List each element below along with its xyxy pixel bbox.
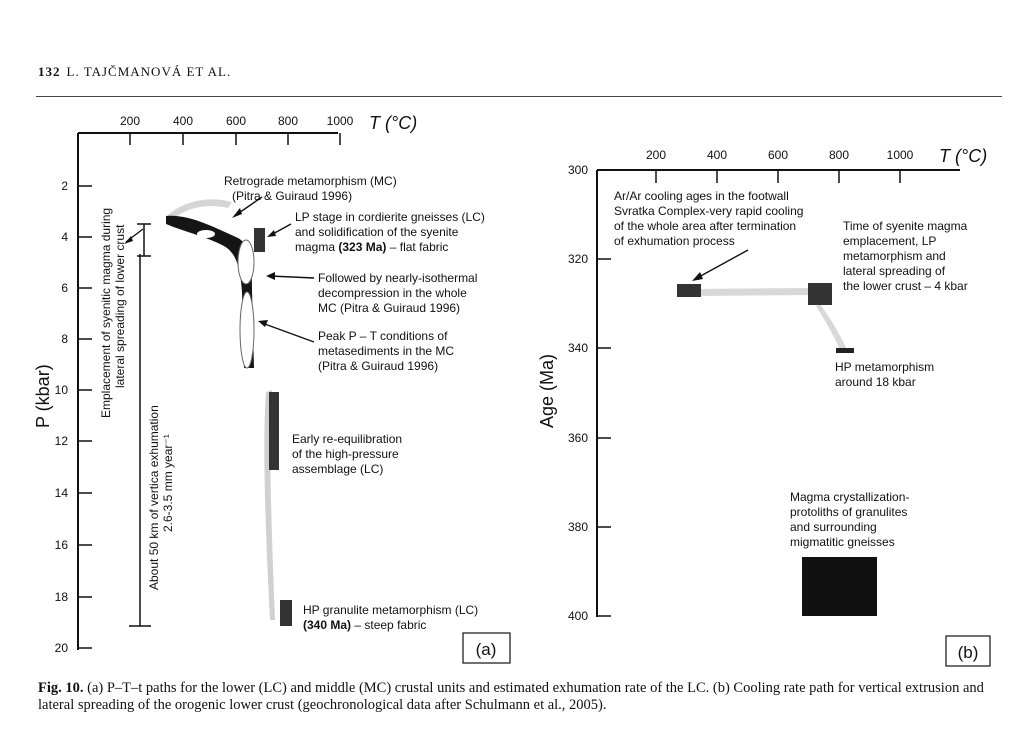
figure-caption: [38, 680, 998, 714]
y-tick-label: 4: [61, 230, 68, 244]
y-tick-label: 380: [567, 520, 588, 534]
retrograde-note: Retrograde metamorphism (MC): [224, 174, 397, 188]
y-tick-label: 300: [567, 163, 588, 177]
panel-b-label: (b): [957, 643, 979, 662]
panel-b: [537, 146, 990, 666]
x-tick-label: 400: [706, 148, 728, 162]
panel-a: [33, 113, 510, 663]
hp-granulite-note: HP granulite metamorphism (LC): [303, 603, 479, 617]
y-tick-label: 12: [54, 434, 68, 448]
syenite-box: [808, 283, 832, 305]
syenite-note-3: metamorphism and: [843, 249, 946, 263]
syenite-note-5: the lower crust – 4 kbar: [843, 279, 968, 293]
hp-granulite-note-2: (340 Ma) – steep fabric: [303, 618, 427, 632]
arar-note: Ar/Ar cooling ages in the footwall: [614, 189, 789, 203]
y-tick-label: 360: [567, 431, 588, 445]
panel-b-y-ticks: [597, 170, 611, 616]
y-tick-label: 340: [567, 341, 588, 355]
hp-note: HP metamorphism: [835, 360, 935, 374]
panel-a-x-tick-labels: [120, 114, 354, 128]
figure-number: Fig. 10.: [38, 680, 84, 696]
hp-note-2: around 18 kbar: [835, 375, 916, 389]
isothermal-note-3: MC (Pitra & Guiraud 1996): [318, 301, 461, 315]
emplacement-note-1: Emplacement of syenitic magma during: [99, 207, 113, 418]
early-reequilibration-note-2: of the high-pressure: [292, 447, 399, 461]
author-line: L. TAJČMANOVÁ ET AL.: [66, 64, 232, 79]
arar-arrow: [697, 250, 748, 278]
isothermal-note-2: decompression in the whole: [318, 286, 467, 300]
x-tick-label: 600: [767, 148, 789, 162]
isothermal-note: Followed by nearly-isothermal: [318, 271, 478, 285]
panel-b-y-tick-labels: [568, 163, 588, 623]
early-reequilibration-note: Early re-equilibration: [292, 432, 403, 446]
arar-note-3: of the whole area after termination: [614, 219, 797, 233]
y-tick-label: 14: [54, 486, 68, 500]
panel-a-x-ticks: [130, 133, 340, 145]
panel-a-label: (a): [475, 640, 497, 659]
lp-stage-box: [254, 228, 265, 252]
panel-b-t-axis-label: T (°C): [939, 146, 988, 166]
retrograde-note-ref: (Pitra & Guiraud 1996): [232, 189, 353, 203]
pt-ellipse-retro: [197, 230, 215, 238]
y-tick-label: 2: [61, 179, 68, 193]
panel-b-age-axis-label: Age (Ma): [537, 353, 557, 428]
lp-stage-note-3: magma (323 Ma) – flat fabric: [295, 240, 449, 254]
early-reequilibration-box: [269, 392, 279, 470]
x-tick-label: 1000: [886, 148, 914, 162]
y-tick-label: 400: [567, 609, 588, 623]
hp-granulite-box: [280, 600, 292, 626]
caption-text: (a) P–T–t paths for the lower (LC) and middle (MC) crustal units and estimated exhumation rate of the LC. (b) Cooling rate path for vertical extrusion and lateral spreading of the orogenic lower crust (geochronological data after Schulmann et al., 2005).: [38, 680, 984, 713]
y-tick-label: 320: [567, 252, 588, 266]
magma-note-3: and surrounding: [790, 520, 877, 534]
lp-stage-note: LP stage in cordierite gneisses (LC): [295, 210, 485, 224]
hp-box: [836, 348, 854, 353]
x-tick-label: 800: [828, 148, 850, 162]
exhumation-note-1: About 50 km of vertica exhumation: [147, 405, 161, 590]
page-number: 132: [38, 64, 61, 79]
x-tick-label: 400: [172, 114, 194, 128]
arar-box: [677, 284, 701, 297]
panel-b-annotations: [614, 189, 968, 549]
magma-note-2: protoliths of granulites: [790, 505, 908, 519]
x-tick-label: 1000: [326, 114, 354, 128]
panel-a-p-axis-label: P (kbar): [33, 364, 53, 428]
hp-grey-path: [816, 304, 846, 350]
arar-note-4: of exhumation process: [614, 234, 735, 248]
syenite-note-4: lateral spreading of: [843, 264, 946, 278]
magma-note-4: migmatitic gneisses: [790, 535, 895, 549]
pt-ellipse-iso: [238, 240, 254, 284]
x-tick-label: 800: [277, 114, 299, 128]
arar-note-2: Svratka Complex-very rapid cooling: [614, 204, 804, 218]
panel-b-x-ticks: [656, 170, 900, 183]
panel-b-x-tick-labels: [646, 148, 914, 162]
y-tick-label: 18: [54, 590, 68, 604]
syenite-note-2: emplacement, LP: [843, 234, 937, 248]
panel-a-t-axis-label: T (°C): [369, 113, 418, 133]
syenite-note: Time of syenite magma: [843, 219, 968, 233]
x-tick-label: 200: [645, 148, 667, 162]
y-tick-label: 8: [61, 332, 68, 346]
pt-ellipse-peak: [240, 292, 254, 368]
y-tick-label: 6: [61, 281, 68, 295]
peak-pt-note-3: (Pitra & Guiraud 1996): [318, 359, 439, 373]
y-tick-label: 20: [54, 641, 68, 655]
magma-box: [802, 557, 877, 616]
panel-a-y-tick-labels: [55, 179, 69, 655]
x-tick-label: 200: [119, 114, 141, 128]
cooling-grey-path: [692, 288, 812, 296]
y-tick-label: 16: [54, 538, 68, 552]
peak-pt-note-2: metasediments in the MC: [318, 344, 455, 358]
x-tick-label: 600: [225, 114, 247, 128]
early-reequilibration-note-3: assemblage (LC): [292, 462, 384, 476]
panel-a-y-ticks: [78, 186, 92, 648]
y-tick-label: 10: [54, 383, 68, 397]
exhumation-note-2: 2.6-3.5 mm year⁻¹: [161, 434, 175, 532]
peak-pt-note: Peak P – T conditions of: [318, 329, 448, 343]
magma-note: Magma crystallization-: [790, 490, 910, 504]
lp-stage-note-2: and solidification of the syenite: [295, 225, 459, 239]
emplacement-note-2: lateral spreading of lower crust: [113, 224, 127, 388]
